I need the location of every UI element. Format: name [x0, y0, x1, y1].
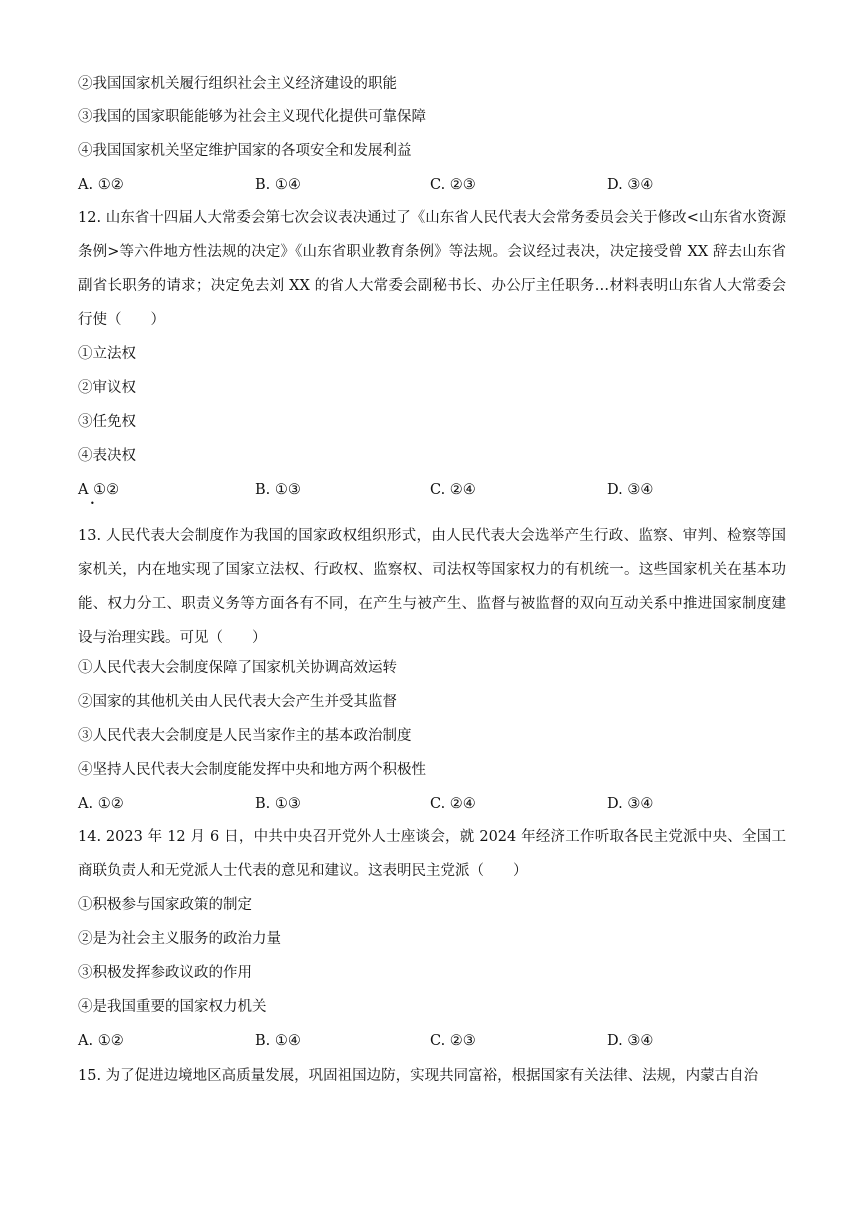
q11-option-c[interactable]: C. ②③: [430, 177, 476, 193]
q11-item-3: ③我国的国家职能能够为社会主义现代化提供可靠保障: [78, 109, 426, 125]
q14-item-2: ②是为社会主义服务的政治力量: [78, 931, 281, 947]
q12-item-2: ②审议权: [78, 380, 136, 396]
q14-option-a[interactable]: A. ①②: [78, 1033, 124, 1049]
q14-item-4: ④是我国重要的国家权力机关: [78, 999, 267, 1015]
q12-item-4: ④表决权: [78, 448, 136, 464]
q11-option-b[interactable]: B. ①④: [255, 177, 301, 193]
q12-option-c[interactable]: C. ②④: [430, 482, 476, 498]
q15-stem: 15. 为了促进边境地区高质量发展，巩固祖国边防，实现共同富裕，根据国家有关法律、法规，内蒙古自治: [78, 1068, 759, 1084]
q13-option-d[interactable]: D. ③④: [607, 796, 654, 812]
q13-option-b[interactable]: B. ①③: [255, 796, 301, 812]
q14-option-b[interactable]: B. ①④: [255, 1033, 301, 1049]
q13-option-c[interactable]: C. ②④: [430, 796, 476, 812]
q11-item-4: ④我国国家机关坚定维护国家的各项安全和发展利益: [78, 143, 412, 159]
q14-item-3: ③积极发挥参政议政的作用: [78, 965, 252, 981]
q14-option-d[interactable]: D. ③④: [607, 1033, 654, 1049]
q14-option-c[interactable]: C. ②③: [430, 1033, 476, 1049]
q11-item-2: ②我国国家机关履行组织社会主义经济建设的职能: [78, 76, 397, 92]
q12-options: [78, 480, 786, 508]
q14-options: [78, 1031, 786, 1051]
stray-dot-mark: •: [90, 499, 95, 508]
q13-stem: 13. 人民代表大会制度作为我国的国家政权组织形式，由人民代表大会选举产生行政、监察、审判、检察等国家机关，内在地实现了国家立法权、行政权、监察权、司法权等国家权力的有机统一。这些国家机关在基本功能、权力分工、职责义务等方面各有不同，在产生与被产生、监督与被监督的双向互动关系中推进国家制度建设与治理实践。可见（ ）: [78, 528, 786, 646]
q12-stem: 12. 山东省十四届人大常委会第七次会议表决通过了《山东省人民代表大会常务委员会关于修改<山东省水资源条例>等六件地方性法规的决定》《山东省职业教育条例》等法规。会议经过表决，决定接受曾 XX 辞去山东省副省长职务的请求；决定免去刘 XX 的省人大常委会副秘书长、办公厅主任职务…材料表明山东省人大常委会行使（ ）: [78, 210, 786, 328]
q11-option-d[interactable]: D. ③④: [607, 177, 654, 193]
q11-option-a[interactable]: A. ①②: [78, 177, 124, 193]
q13-item-4: ④坚持人民代表大会制度能发挥中央和地方两个积极性: [78, 762, 426, 778]
q13-item-3: ③人民代表大会制度是人民当家作主的基本政治制度: [78, 728, 412, 744]
q12-option-b[interactable]: B. ①③: [255, 482, 301, 498]
q14-stem: 14. 2023 年 12 月 6 日，中共中央召开党外人士座谈会，就 2024 年经济工作听取各民主党派中央、全国工商联负责人和无党派人士代表的意见和建议。这表明民主党派（ ）: [78, 829, 786, 879]
q14-item-1: ①积极参与国家政策的制定: [78, 897, 252, 913]
q12-option-a[interactable]: A ①②: [78, 482, 120, 498]
q12-item-3: ③任免权: [78, 414, 136, 430]
q12-item-1: ①立法权: [78, 346, 136, 362]
q11-options: [78, 175, 786, 195]
q13-item-1: ①人民代表大会制度保障了国家机关协调高效运转: [78, 660, 397, 676]
q13-item-2: ②国家的其他机关由人民代表大会产生并受其监督: [78, 694, 397, 710]
q13-options: [78, 794, 786, 814]
q13-option-a[interactable]: A. ①②: [78, 796, 124, 812]
q12-option-d[interactable]: D. ③④: [607, 482, 654, 498]
